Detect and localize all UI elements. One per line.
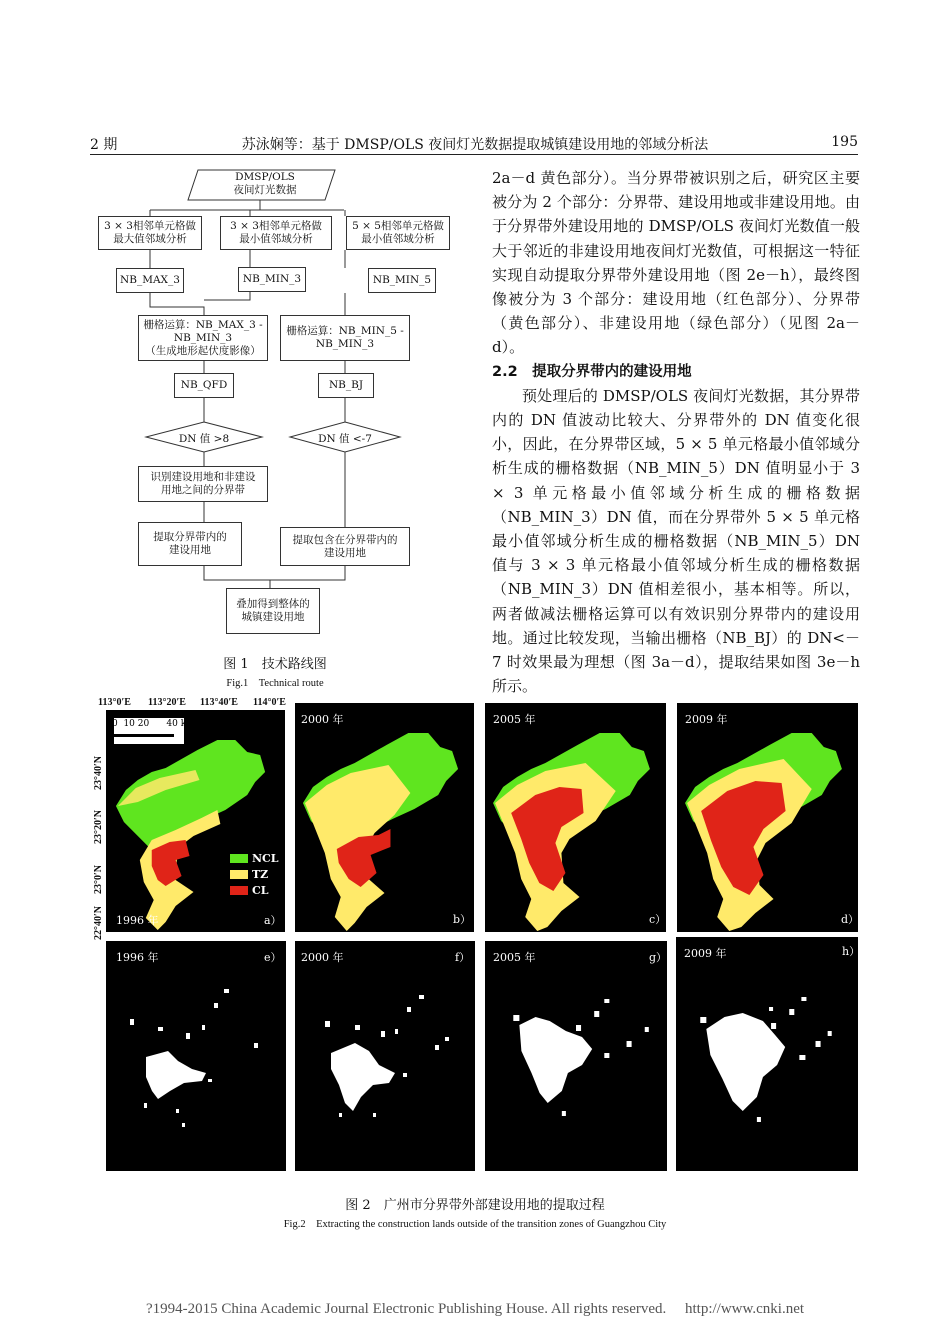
binary-panel-e — [106, 941, 286, 1171]
fig2-caption-en: Fig.2 Extracting the construction lands outside of the transition zones of Guangzhou City — [283, 1219, 667, 1230]
fig1-caption-cn: 图 1 技术路线图 — [223, 657, 327, 672]
fig2-caption-cn: 图 2 广州市分界带外部建设用地的提取过程 — [345, 1198, 605, 1213]
paragraph: 2a－d 黄色部分）。当分界带被识别之后，研究区主要被分为 2 个部分：分界带、建设用地或非建设用地。由于分界带外建设用地的 DMSP/OLS 夜间灯光数值一般大于邻近的非建设用地夜间灯光数值，可根据这一特征实现自动提取分界带外建设用地（图 2e－h），最终图像被分为 3 个部分：建设用地（红色部分）、分界带（黄色部分）、非建设用地（绿色部分）（见图 2a－d）。 — [492, 169, 860, 357]
panel-year: 1996 年 — [116, 914, 159, 927]
panel-year: 2009 年 — [685, 713, 728, 726]
panel-year: 2000 年 — [301, 951, 344, 964]
binary-map — [295, 941, 475, 1171]
legend-swatch-ncl — [230, 854, 248, 863]
raster-calc-qfd: 栅格运算：NB_MAX_3 - NB_MIN_3 （生成地形起伏度影像） — [138, 315, 268, 361]
journal-issue: 2 期 — [90, 137, 118, 153]
lon-label: 113°0′E — [98, 697, 131, 708]
legend-ncl: NCL — [252, 852, 279, 865]
body-text — [492, 166, 860, 698]
running-title: 苏泳娴等：基于 DMSP/OLS 夜间灯光数据提取城镇建设用地的邻域分析法 — [241, 137, 709, 153]
binary-panel-g — [485, 941, 667, 1171]
legend-tz: TZ — [252, 868, 269, 881]
nb-bj: NB_BJ — [318, 373, 374, 398]
panel-letter: b） — [453, 913, 472, 926]
lon-label: 114°0′E — [253, 697, 286, 708]
classified-map — [677, 703, 858, 932]
nb-min-3: NB_MIN_3 — [238, 267, 306, 292]
binary-map — [106, 941, 286, 1171]
identify-transition-zone: 识别建设用地和非建设 用地之间的分界带 — [138, 466, 268, 502]
condition-dn-gt-8: DN 值 >8 — [178, 433, 230, 445]
map-panel-d — [677, 703, 858, 932]
panel-year: 2009 年 — [684, 947, 727, 960]
lon-label: 113°20′E — [148, 697, 186, 708]
lat-label: 22°40′N — [93, 905, 104, 940]
input-data: DMSP/OLS 夜间灯光数据 — [233, 171, 297, 196]
max-3x3-op: 3 × 3相邻单元格做 最大值邻域分析 — [98, 216, 202, 250]
flowchart — [90, 160, 470, 650]
classified-map — [485, 703, 666, 932]
legend-swatch-tz — [230, 870, 248, 879]
panel-letter: a） — [264, 914, 282, 927]
legend-swatch-cl — [230, 886, 248, 895]
map-panel-a — [106, 710, 285, 932]
section-heading: 2.2 提取分界带内的建设用地 — [492, 363, 692, 380]
nb-qfd: NB_QFD — [174, 373, 234, 398]
nb-max-3: NB_MAX_3 — [116, 268, 184, 293]
map-panel-c — [485, 703, 666, 932]
panel-year: 2000 年 — [301, 713, 344, 726]
raster-calc-bj: 栅格运算：NB_MIN_5 - NB_MIN_3 — [280, 315, 410, 361]
panel-year: 2005 年 — [493, 951, 536, 964]
binary-map — [676, 937, 861, 1171]
extract-contained: 提取包含在分界带内的 建设用地 — [280, 527, 410, 566]
panel-letter: f） — [455, 951, 471, 964]
binary-map — [485, 941, 667, 1171]
scale-bar — [114, 734, 174, 737]
lon-label: 113°40′E — [200, 697, 238, 708]
paragraph: 预处理后的 DMSP/OLS 夜间灯光数据，其分界带内的 DN 值波动比较大、分界带外的 DN 值变化很小，因此，在分界带区域，5 × 5 单元格最小值邻域分析生成的栅格数据（NB_MIN_5）DN 值明显小于 3 × 3 单元格最小值邻域分析生成的栅格数据（NB_MIN_3）DN 值，而在分界带外 5 × 5 单元格最小值邻域分析生成的栅格数据（NB_MIN_5）DN 值与 3 × 3 单元格最小值邻域分析生成的栅格数据（NB_MIN_3）DN 值相差很小，基本相等。所以，两者做减法栅格运算可以有效识别分界带内的建设用地。通过比较发现，当输出栅格（NB_BJ）的 DN<－7 时效果最为理想（图 3a－d），提取结果如图 3e－h 所示。 — [492, 386, 860, 696]
binary-panel-h — [676, 937, 861, 1171]
lat-label: 23°40′N — [93, 755, 104, 790]
min-5x5-op: 5 × 5相邻单元格做 最小值邻域分析 — [346, 216, 450, 250]
panel-letter: e） — [264, 951, 282, 964]
panel-year: 1996 年 — [116, 951, 159, 964]
legend-cl: CL — [252, 884, 269, 897]
copyright-footer: ?1994-2015 China Academic Journal Electronic Publishing House. All rights reserved. http://www.cnki.net — [145, 1301, 805, 1317]
panel-letter: c） — [649, 913, 667, 926]
panel-year: 2005 年 — [493, 713, 536, 726]
min-3x3-op: 3 × 3相邻单元格做 最小值邻域分析 — [220, 216, 332, 250]
panel-letter: d） — [841, 913, 860, 926]
page-number: 195 — [831, 134, 858, 150]
panel-letter: h） — [842, 945, 861, 958]
lat-label: 23°0′N — [93, 864, 104, 894]
overlay-final: 叠加得到整体的 城镇建设用地 — [226, 588, 320, 634]
header-rule — [90, 154, 858, 155]
condition-dn-lt-minus7: DN 值 <-7 — [318, 433, 372, 445]
fig1-caption-en: Fig.1 Technical route — [226, 678, 324, 689]
nb-min-5: NB_MIN_5 — [368, 268, 436, 293]
scale-bar-label: 0 10 20 40 km — [112, 719, 195, 729]
panel-letter: g） — [649, 951, 668, 964]
map-panel-b — [295, 703, 474, 932]
extract-inside-zone: 提取分界带内的 建设用地 — [138, 522, 242, 566]
classified-map — [295, 703, 474, 932]
binary-panel-f — [295, 941, 475, 1171]
lat-label: 23°20′N — [93, 809, 104, 844]
